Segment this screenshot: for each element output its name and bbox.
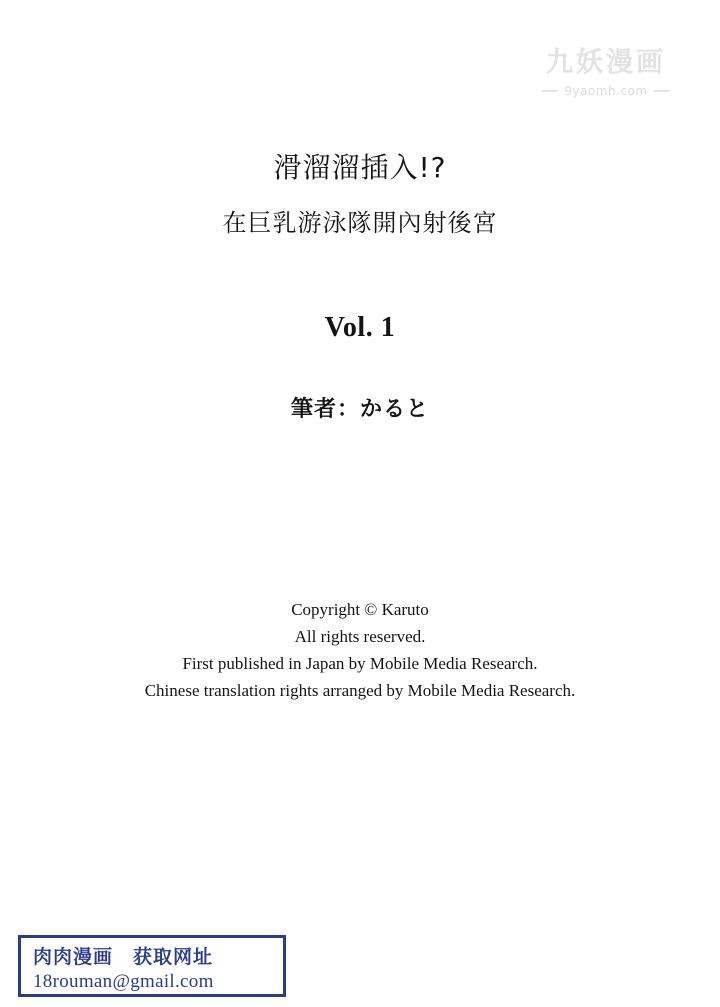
site-watermark-url: 9yaomh.com xyxy=(564,83,648,98)
divider-left xyxy=(542,90,558,92)
promo-top-row xyxy=(33,942,275,969)
promo-email-label: 18rouman@gmail.com xyxy=(33,971,214,992)
copyright-block xyxy=(0,596,720,704)
promo-action-label: 获取网址 xyxy=(133,946,214,968)
title-block xyxy=(0,150,720,423)
author-label: 筆者：かると xyxy=(290,396,429,422)
site-watermark xyxy=(520,48,692,98)
copyright-line: Chinese translation rights arranged by Mobile Media Research. xyxy=(144,681,576,700)
page-title: 滑溜溜插入!? xyxy=(273,151,447,184)
site-watermark-name: 九妖漫画 xyxy=(546,47,666,78)
site-watermark-url-row xyxy=(520,84,692,98)
copyright-line: Copyright © Karuto xyxy=(291,600,429,619)
copyright-line: All rights reserved. xyxy=(294,627,426,646)
volume-label: Vol. 1 xyxy=(324,311,396,343)
promo-badge xyxy=(18,935,286,997)
divider-right xyxy=(654,90,670,92)
promo-brand-label: 肉肉漫画 xyxy=(33,946,114,968)
copyright-line: First published in Japan by Mobile Media Research. xyxy=(182,654,538,673)
page-subtitle: 在巨乳游泳隊開內射後宮 xyxy=(222,209,498,238)
